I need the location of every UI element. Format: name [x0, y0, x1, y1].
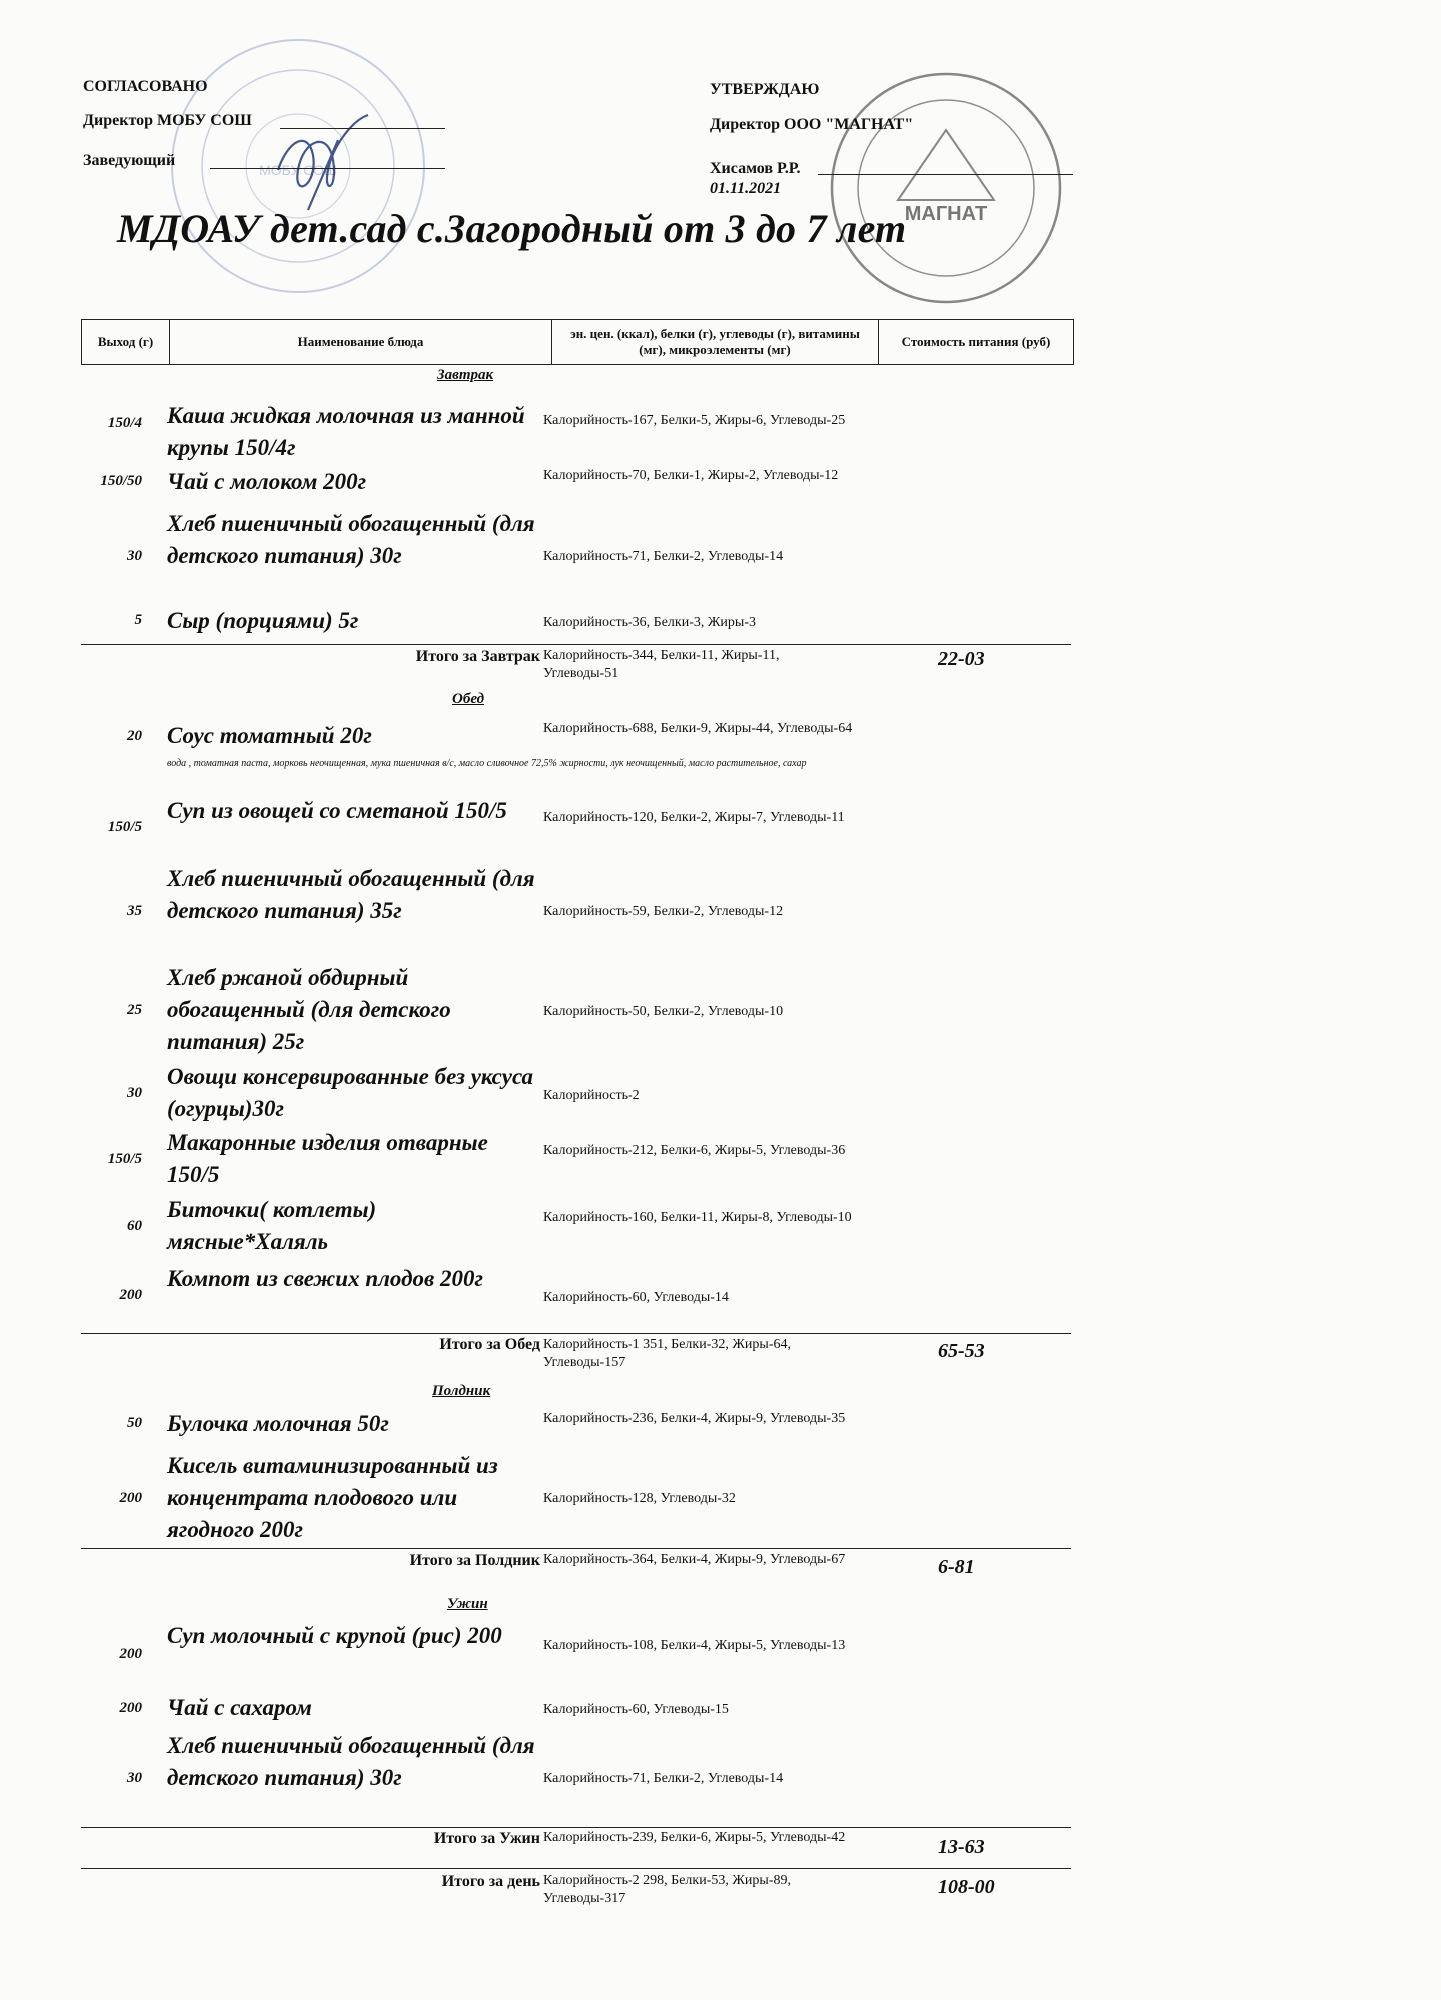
yield-value: 5 [134, 612, 142, 628]
yield-value: 30 [127, 1770, 142, 1786]
meal-cost: 65-53 [938, 1340, 985, 1362]
yield-value: 200 [119, 1287, 142, 1303]
dish-name: Каша жидкая молочная из манной крупы 150/4г [167, 403, 525, 460]
signature-line [210, 168, 445, 169]
meal-total-nutrition: Калорийность-364, Белки-4, Жиры-9, Углеводы-67 [543, 1552, 846, 1567]
yield-value: 25 [127, 1002, 142, 1018]
head-label: Заведующий [83, 152, 176, 169]
nutrition-info: Калорийность-167, Белки-5, Жиры-6, Углеводы-25 [543, 413, 846, 428]
nutrition-info: Калорийность-71, Белки-2, Углеводы-14 [543, 549, 784, 564]
nutrition-info: Калорийность-36, Белки-3, Жиры-3 [543, 615, 756, 630]
yield-value: 60 [127, 1218, 142, 1234]
meal-total-label: Итого за Завтрак [415, 648, 540, 665]
section-divider [81, 1548, 1071, 1549]
company-stamp [828, 70, 1064, 306]
yield-value: 200 [119, 1646, 142, 1662]
nutrition-info: Калорийность-59, Белки-2, Углеводы-12 [543, 904, 784, 919]
dish-column-header: Наименование блюда [170, 320, 552, 365]
dish-name: Биточки( котлеты) мясные*Халяль [167, 1197, 377, 1254]
nutrition-info: Калорийность-128, Углеводы-32 [543, 1491, 736, 1506]
yield-value: 150/5 [107, 1151, 142, 1167]
meal-total-label: Итого за Обед [439, 1336, 540, 1353]
yield-value: 200 [119, 1700, 142, 1716]
meal-cost: 6-81 [938, 1556, 975, 1578]
signature-line [818, 174, 1073, 175]
dish-name: Овощи консервированные без уксуса (огурцы)30г [167, 1064, 534, 1121]
meal-total-nutrition: Калорийность-1 351, Белки-32, Жиры-64, Углеводы-157 [543, 1337, 791, 1370]
dish-name: Хлеб пшеничный обогащенный (для детского питания) 35г [167, 866, 535, 923]
day-total-nutrition: Калорийность-2 298, Белки-53, Жиры-89, Углеводы-317 [543, 1873, 791, 1906]
director-name: Хисамов Р.Р. [710, 160, 801, 177]
meal-cost: 13-63 [938, 1836, 985, 1858]
dish-name: Суп из овощей со сметаной 150/5 [167, 798, 507, 823]
nutrition-info: Калорийность-688, Белки-9, Жиры-44, Углеводы-64 [543, 721, 853, 736]
nutrition-info: Калорийность-236, Белки-4, Жиры-9, Углеводы-35 [543, 1411, 846, 1426]
yield-value: 30 [127, 1085, 142, 1101]
nutrition-info: Калорийность-2 [543, 1088, 640, 1103]
day-total-label: Итого за день [441, 1873, 540, 1890]
approve-label: УТВЕРЖДАЮ [710, 81, 820, 98]
yield-value: 35 [127, 903, 142, 919]
meal-total-label: Итого за Ужин [433, 1830, 540, 1847]
day-total-cost: 108-00 [938, 1876, 995, 1898]
agreed-label: СОГЛАСОВАНО [83, 78, 208, 95]
page-title: МДОАУ дет.сад с.Загородный от 3 до 7 лет [117, 206, 907, 251]
yield-value: 150/5 [107, 819, 142, 835]
nutrition-info: Калорийность-120, Белки-2, Жиры-7, Углеводы-11 [543, 810, 845, 825]
dish-name: Чай с сахаром [167, 1695, 312, 1720]
nutrition-info: Калорийность-212, Белки-6, Жиры-5, Углеводы-36 [543, 1143, 846, 1158]
dish-name: Кисель витаминизированный из концентрата плодового или ягодного 200г [167, 1453, 498, 1542]
svg-text:МОБУ СОШ: МОБУ СОШ [259, 162, 337, 178]
meal-total-nutrition: Калорийность-239, Белки-6, Жиры-5, Углеводы-42 [543, 1830, 846, 1845]
dish-name: Хлеб ржаной обдирный обогащенный (для детского питания) 25г [167, 965, 451, 1054]
meal-cost: 22-03 [938, 648, 985, 670]
section-divider [81, 1333, 1071, 1334]
nutrition-info: Калорийность-60, Углеводы-14 [543, 1290, 729, 1305]
section-divider [81, 1868, 1071, 1869]
dish-name: Булочка молочная 50г [167, 1411, 389, 1436]
meal-title-dinner: Ужин [447, 1596, 488, 1612]
meal-total-label: Итого за Полдник [409, 1552, 540, 1569]
yield-value: 30 [127, 548, 142, 564]
yield-value: 150/50 [100, 473, 142, 489]
yield-value: 150/4 [107, 415, 142, 431]
section-divider [81, 644, 1071, 645]
meal-title-snack: Полдник [432, 1383, 491, 1399]
menu-table-header [81, 319, 1074, 365]
nutrition-info: Калорийность-60, Углеводы-15 [543, 1702, 729, 1717]
nutrition-info: Калорийность-160, Белки-11, Жиры-8, Углеводы-10 [543, 1210, 852, 1225]
signature [268, 100, 378, 220]
school-director-label: Директор МОБУ СОШ [83, 112, 252, 129]
company-director-label: Директор ООО "МАГНАТ" [710, 116, 914, 133]
dish-name: Хлеб пшеничный обогащенный (для детского питания) 30г [167, 1733, 535, 1790]
nutrition-info: Калорийность-108, Белки-4, Жиры-5, Углеводы-13 [543, 1638, 846, 1653]
dish-name: Сыр (порциями) 5г [167, 608, 359, 633]
yield-value: 20 [127, 728, 142, 744]
signature-line [280, 128, 445, 129]
section-divider [81, 1827, 1071, 1828]
yield-value: 50 [127, 1415, 142, 1431]
dish-name: Компот из свежих плодов 200г [167, 1266, 484, 1291]
dish-name: Соус томатный 20г [167, 723, 372, 748]
yield-column-header: Выход (г) [82, 320, 170, 365]
svg-text:МАГНАТ: МАГНАТ [904, 203, 988, 225]
meal-total-nutrition: Калорийность-344, Белки-11, Жиры-11, Углеводы-51 [543, 648, 780, 681]
yield-value: 200 [119, 1490, 142, 1506]
approval-date: 01.11.2021 [710, 180, 782, 197]
nutrition-column-header: эн. цен. (ккал), белки (г), углеводы (г), витамины (мг), микроэлементы (мг) [552, 320, 879, 365]
nutrition-info: Калорийность-70, Белки-1, Жиры-2, Углеводы-12 [543, 468, 839, 483]
cost-column-header: Стоимость питания (руб) [879, 320, 1074, 365]
dish-name: Макаронные изделия отварные 150/5 [167, 1130, 488, 1187]
dish-name: Суп молочный с крупой (рис) 200 [167, 1623, 502, 1648]
ingredients-note: вода , томатная паста, морковь неочищенная, мука пшеничная в/с, масло сливочное 72,5% жирности, лук неочищенный, масло растительное, сахар [167, 758, 807, 769]
dish-name: Хлеб пшеничный обогащенный (для детского питания) 30г [167, 511, 535, 568]
meal-title-lunch: Обед [452, 691, 485, 707]
nutrition-info: Калорийность-71, Белки-2, Углеводы-14 [543, 1771, 784, 1786]
nutrition-info: Калорийность-50, Белки-2, Углеводы-10 [543, 1004, 784, 1019]
meal-title-breakfast: Завтрак [437, 367, 494, 383]
dish-name: Чай с молоком 200г [167, 469, 367, 494]
